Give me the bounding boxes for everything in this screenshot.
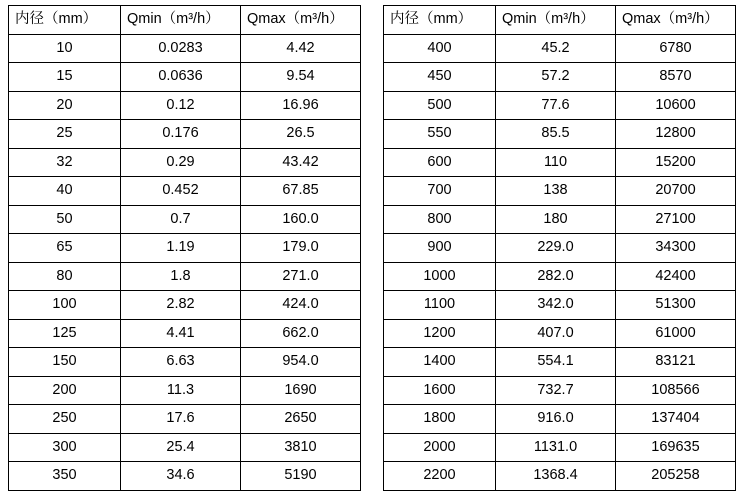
- cell-inner-diameter: 1400: [384, 348, 496, 377]
- cell-qmax: 51300: [616, 291, 736, 320]
- cell-qmin: 0.0283: [121, 34, 241, 63]
- cell-qmax: 6780: [616, 34, 736, 63]
- table-row: [384, 120, 736, 149]
- cell-qmin: 1.19: [121, 234, 241, 263]
- cell-inner-diameter: 25: [9, 120, 121, 149]
- cell-qmin: 6.63: [121, 348, 241, 377]
- cell-qmin: 180: [496, 205, 616, 234]
- cell-qmax: 67.85: [241, 177, 361, 206]
- table-row: [9, 405, 361, 434]
- cell-qmax: 9.54: [241, 63, 361, 92]
- cell-qmax: 61000: [616, 319, 736, 348]
- table-row: [384, 91, 736, 120]
- cell-inner-diameter: 32: [9, 148, 121, 177]
- cell-qmax: 179.0: [241, 234, 361, 263]
- cell-qmax: 169635: [616, 433, 736, 462]
- cell-qmax: 108566: [616, 376, 736, 405]
- table-row: [9, 177, 361, 206]
- column-header-qmax: Qmax（m³/h）: [241, 6, 361, 35]
- cell-qmax: 16.96: [241, 91, 361, 120]
- cell-inner-diameter: 400: [384, 34, 496, 63]
- cell-qmax: 15200: [616, 148, 736, 177]
- flow-range-table-left: [8, 5, 361, 491]
- cell-qmax: 12800: [616, 120, 736, 149]
- cell-inner-diameter: 250: [9, 405, 121, 434]
- cell-inner-diameter: 1800: [384, 405, 496, 434]
- cell-qmax: 424.0: [241, 291, 361, 320]
- table-row: [9, 376, 361, 405]
- cell-inner-diameter: 100: [9, 291, 121, 320]
- cell-qmin: 0.176: [121, 120, 241, 149]
- cell-qmin: 25.4: [121, 433, 241, 462]
- cell-qmax: 83121: [616, 348, 736, 377]
- cell-inner-diameter: 1600: [384, 376, 496, 405]
- cell-qmax: 26.5: [241, 120, 361, 149]
- table-row: [384, 462, 736, 491]
- cell-inner-diameter: 800: [384, 205, 496, 234]
- cell-inner-diameter: 300: [9, 433, 121, 462]
- cell-qmin: 0.29: [121, 148, 241, 177]
- cell-qmin: 0.7: [121, 205, 241, 234]
- cell-qmin: 2.82: [121, 291, 241, 320]
- column-header-qmin: Qmin（m³/h）: [121, 6, 241, 35]
- cell-inner-diameter: 10: [9, 34, 121, 63]
- cell-qmax: 5190: [241, 462, 361, 491]
- table-row: [9, 262, 361, 291]
- cell-qmax: 160.0: [241, 205, 361, 234]
- cell-inner-diameter: 20: [9, 91, 121, 120]
- cell-qmin: 34.6: [121, 462, 241, 491]
- cell-inner-diameter: 600: [384, 148, 496, 177]
- table-row: [384, 291, 736, 320]
- cell-inner-diameter: 80: [9, 262, 121, 291]
- cell-qmax: 4.42: [241, 34, 361, 63]
- cell-qmin: 4.41: [121, 319, 241, 348]
- cell-qmax: 2650: [241, 405, 361, 434]
- cell-qmax: 20700: [616, 177, 736, 206]
- table-header-row: [384, 6, 736, 35]
- cell-inner-diameter: 2200: [384, 462, 496, 491]
- table-row: [9, 205, 361, 234]
- cell-qmin: 77.6: [496, 91, 616, 120]
- cell-qmin: 85.5: [496, 120, 616, 149]
- cell-qmax: 3810: [241, 433, 361, 462]
- table-row: [384, 34, 736, 63]
- cell-qmax: 1690: [241, 376, 361, 405]
- cell-qmin: 110: [496, 148, 616, 177]
- cell-qmin: 554.1: [496, 348, 616, 377]
- cell-inner-diameter: 500: [384, 91, 496, 120]
- table-row: [9, 120, 361, 149]
- cell-qmax: 10600: [616, 91, 736, 120]
- cell-inner-diameter: 40: [9, 177, 121, 206]
- table-row: [9, 234, 361, 263]
- cell-qmax: 954.0: [241, 348, 361, 377]
- cell-qmax: 27100: [616, 205, 736, 234]
- cell-inner-diameter: 1000: [384, 262, 496, 291]
- table-row: [384, 148, 736, 177]
- table-row: [384, 405, 736, 434]
- table-header-row: [9, 6, 361, 35]
- table-row: [384, 177, 736, 206]
- table-row: [9, 148, 361, 177]
- column-header-qmax: Qmax（m³/h）: [616, 6, 736, 35]
- cell-qmin: 138: [496, 177, 616, 206]
- table-row: [384, 376, 736, 405]
- cell-qmin: 407.0: [496, 319, 616, 348]
- cell-inner-diameter: 150: [9, 348, 121, 377]
- table-row: [9, 433, 361, 462]
- cell-qmin: 0.452: [121, 177, 241, 206]
- cell-qmax: 662.0: [241, 319, 361, 348]
- table-row: [384, 234, 736, 263]
- cell-qmax: 43.42: [241, 148, 361, 177]
- table-row: [384, 205, 736, 234]
- cell-qmax: 34300: [616, 234, 736, 263]
- cell-qmin: 732.7: [496, 376, 616, 405]
- table-row: [384, 433, 736, 462]
- column-header-qmin: Qmin（m³/h）: [496, 6, 616, 35]
- cell-qmax: 42400: [616, 262, 736, 291]
- cell-inner-diameter: 1200: [384, 319, 496, 348]
- cell-qmin: 1131.0: [496, 433, 616, 462]
- cell-qmin: 916.0: [496, 405, 616, 434]
- cell-qmin: 11.3: [121, 376, 241, 405]
- table-row: [384, 319, 736, 348]
- cell-qmax: 8570: [616, 63, 736, 92]
- cell-qmin: 17.6: [121, 405, 241, 434]
- cell-qmax: 271.0: [241, 262, 361, 291]
- cell-inner-diameter: 450: [384, 63, 496, 92]
- cell-qmin: 229.0: [496, 234, 616, 263]
- cell-inner-diameter: 350: [9, 462, 121, 491]
- table-row: [9, 63, 361, 92]
- cell-inner-diameter: 200: [9, 376, 121, 405]
- table-row: [9, 34, 361, 63]
- cell-inner-diameter: 700: [384, 177, 496, 206]
- cell-qmax: 205258: [616, 462, 736, 491]
- cell-qmax: 137404: [616, 405, 736, 434]
- cell-qmin: 0.0636: [121, 63, 241, 92]
- cell-qmin: 1.8: [121, 262, 241, 291]
- table-row: [9, 319, 361, 348]
- table-row: [9, 291, 361, 320]
- cell-qmin: 0.12: [121, 91, 241, 120]
- flow-range-table-right: [383, 5, 736, 491]
- cell-inner-diameter: 125: [9, 319, 121, 348]
- cell-qmin: 342.0: [496, 291, 616, 320]
- table-row: [384, 63, 736, 92]
- table-row: [9, 462, 361, 491]
- cell-inner-diameter: 65: [9, 234, 121, 263]
- column-header-inner-diameter: 内径（mm）: [9, 6, 121, 35]
- column-header-inner-diameter: 内径（mm）: [384, 6, 496, 35]
- table-row: [384, 348, 736, 377]
- table-row: [9, 348, 361, 377]
- cell-inner-diameter: 2000: [384, 433, 496, 462]
- cell-inner-diameter: 50: [9, 205, 121, 234]
- table-row: [384, 262, 736, 291]
- table-row: [9, 91, 361, 120]
- cell-qmin: 45.2: [496, 34, 616, 63]
- cell-qmin: 1368.4: [496, 462, 616, 491]
- cell-inner-diameter: 900: [384, 234, 496, 263]
- cell-inner-diameter: 550: [384, 120, 496, 149]
- cell-inner-diameter: 1100: [384, 291, 496, 320]
- cell-qmin: 282.0: [496, 262, 616, 291]
- cell-qmin: 57.2: [496, 63, 616, 92]
- cell-inner-diameter: 15: [9, 63, 121, 92]
